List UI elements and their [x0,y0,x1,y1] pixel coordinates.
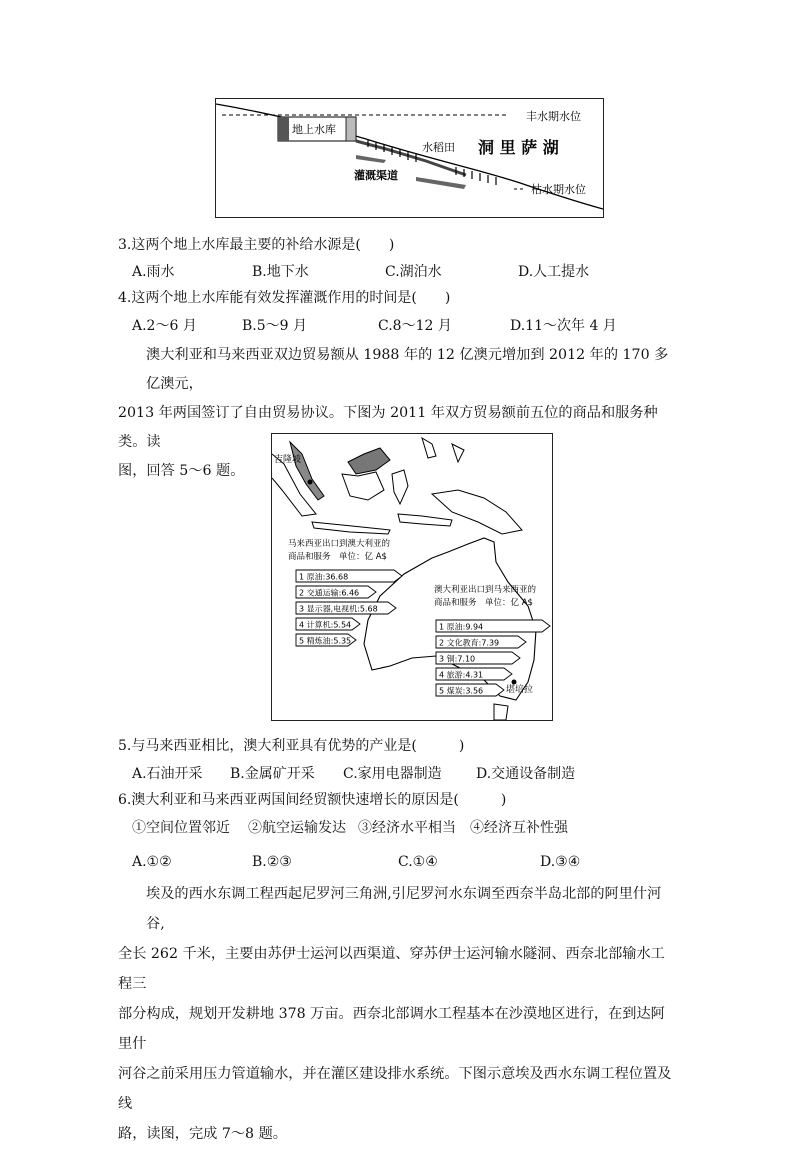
philippines [422,438,436,458]
passage-trade-line-1: 澳大利亚和马来西亚双边贸易额从 1988 年的 12 亿澳元增加到 2012 年的 170 多亿澳元， [146,347,669,392]
low-water-label: 枯水期水位 [531,183,586,196]
reservoir-wall-left [278,117,289,141]
passage-egypt-line-4: 河谷之前采用压力管道输水，并在灌区建设排水系统。下图示意埃及西水东调工程位置及线 [118,1066,672,1112]
q4-option-b[interactable]: B.5～9 月 [242,318,308,334]
reservoir-diagram [215,98,604,218]
q5-stem: 5.与马来西亚相比，澳大利亚具有优势的产业是( ) [118,738,465,754]
au-to-my-tag-label: 4 旅游:4.31 [439,670,484,680]
kuala-lumpur-label: 吉隆坡 [274,455,302,465]
canal-arrow-a [356,155,386,163]
my-to-au-tag-label: 5 精炼油:5.35 [299,636,352,646]
passage-trade-line-2: 2013 年两国签订了自由贸易协议。下图为 2011 年双方贸易额前五位的商品和服务种类。读 [118,405,658,450]
q4-option-a[interactable]: A.2～6 月 [132,318,197,334]
reservoir-label: 地上水库 [292,123,336,136]
q6-choice-3: ③经济水平相当 [358,820,456,836]
passage-egypt-line-5: 路，读图，完成 7～8 题。 [118,1126,287,1142]
au-to-my-title-2: 商品和服务 单位：亿 A$ [434,598,533,608]
au-to-my-title-1: 澳大利亚出口到马来西亚的 [434,585,537,595]
canberra-label: 堪培拉 [506,685,534,695]
au-to-my-tag-label: 5 煤炭:3.56 [439,686,484,696]
q4-stem: 4.这两个地上水库能有效发挥灌溉作用的时间是( ) [118,290,451,306]
kuala-lumpur-dot [308,480,313,485]
my-to-au-list [296,570,402,646]
q5-option-b[interactable]: B.金属矿开采 [230,766,315,782]
my-to-au-title-2: 商品和服务 单位：亿 A$ [288,552,387,562]
trade-map-svg [272,434,552,720]
au-to-my-tag-label: 2 文化教育:7.39 [439,638,500,648]
canberra-dot [512,680,517,685]
lesser-sunda [398,514,452,526]
my-to-au-tag-label: 4 计算机:5.54 [299,620,352,630]
lake-label: 洞 里 萨 湖 [478,138,559,157]
malay-peninsula [290,442,324,500]
passage-egypt-line-3: 部分构成，规划开发耕地 378 万亩。西奈北部调水工程基本在沙漠地区进行，在到达阿里什 [118,1006,665,1052]
my-to-au-title-1: 马来西亚出口到澳大利亚的 [288,539,391,549]
q3-option-d[interactable]: D.人工提水 [518,264,590,280]
borneo-indonesia [342,472,384,500]
borneo-malaysia [348,448,390,474]
q5-option-c[interactable]: C.家用电器制造 [343,766,442,782]
my-to-au-tag-label: 2 交通运输:6.46 [299,588,360,598]
canal-arrow-b [416,177,466,189]
sulawesi [392,470,408,504]
passage-egypt-line-1: 埃及的西水东调工程西起尼罗河三角洲,引尼罗河水东调至西奈半岛北部的阿里什河谷, [146,886,662,932]
trade-map [271,433,553,721]
java [312,522,390,534]
q5-option-d[interactable]: D.交通设备制造 [476,766,576,782]
q6-stem: 6.澳大利亚和马来西亚两国间经贸额快速增长的原因是( ) [118,792,507,808]
q5-option-a[interactable]: A.石油开采 [132,766,203,782]
tasmania [494,704,508,720]
q3-option-b[interactable]: B.地下水 [252,264,309,280]
my-to-au-tag-label: 1 原油:36.68 [299,572,349,582]
q3-stem: 3.这两个地上水库最主要的补给水源是( ) [118,237,395,253]
q6-option-d[interactable]: D.③④ [540,854,581,870]
q3-option-c[interactable]: C.湖泊水 [385,264,442,280]
q6-option-a[interactable]: A.①② [132,854,172,870]
au-to-my-tag-label: 3 铜:7.10 [439,654,476,664]
reservoir-wall-right [346,117,356,141]
q6-option-c[interactable]: C.①④ [398,854,438,870]
my-to-au-tag-label: 3 显示器,电视机:5.68 [299,604,378,614]
passage-trade-line-3: 图，回答 5～6 题。 [118,463,245,479]
q6-choice-4: ④经济互补性强 [470,820,568,836]
philippines-south [452,444,464,462]
q4-option-d[interactable]: D.11～次年 4 月 [510,318,617,334]
q6-option-b[interactable]: B.②③ [252,854,292,870]
passage-egypt [118,879,678,1149]
au-to-my-tag-label: 1 原油:9.94 [439,622,484,632]
q3-option-a[interactable]: A.雨水 [132,264,175,280]
q6-choice-2: ②航空运输发达 [248,820,346,836]
paddy-label: 水稻田 [422,141,455,154]
new-guinea [432,490,522,534]
high-water-label: 丰水期水位 [526,110,581,123]
q4-option-c[interactable]: C.8～12 月 [378,318,452,334]
q6-choice-1: ①空间位置邻近 [132,820,230,836]
reservoir-diagram-svg [216,99,603,217]
passage-egypt-line-2: 全长 262 千米，主要由苏伊士运河以西渠道、穿苏伊士运河输水隧洞、西奈北部输水工程三 [118,946,665,992]
canal-label: 灌溉渠道 [354,169,398,182]
